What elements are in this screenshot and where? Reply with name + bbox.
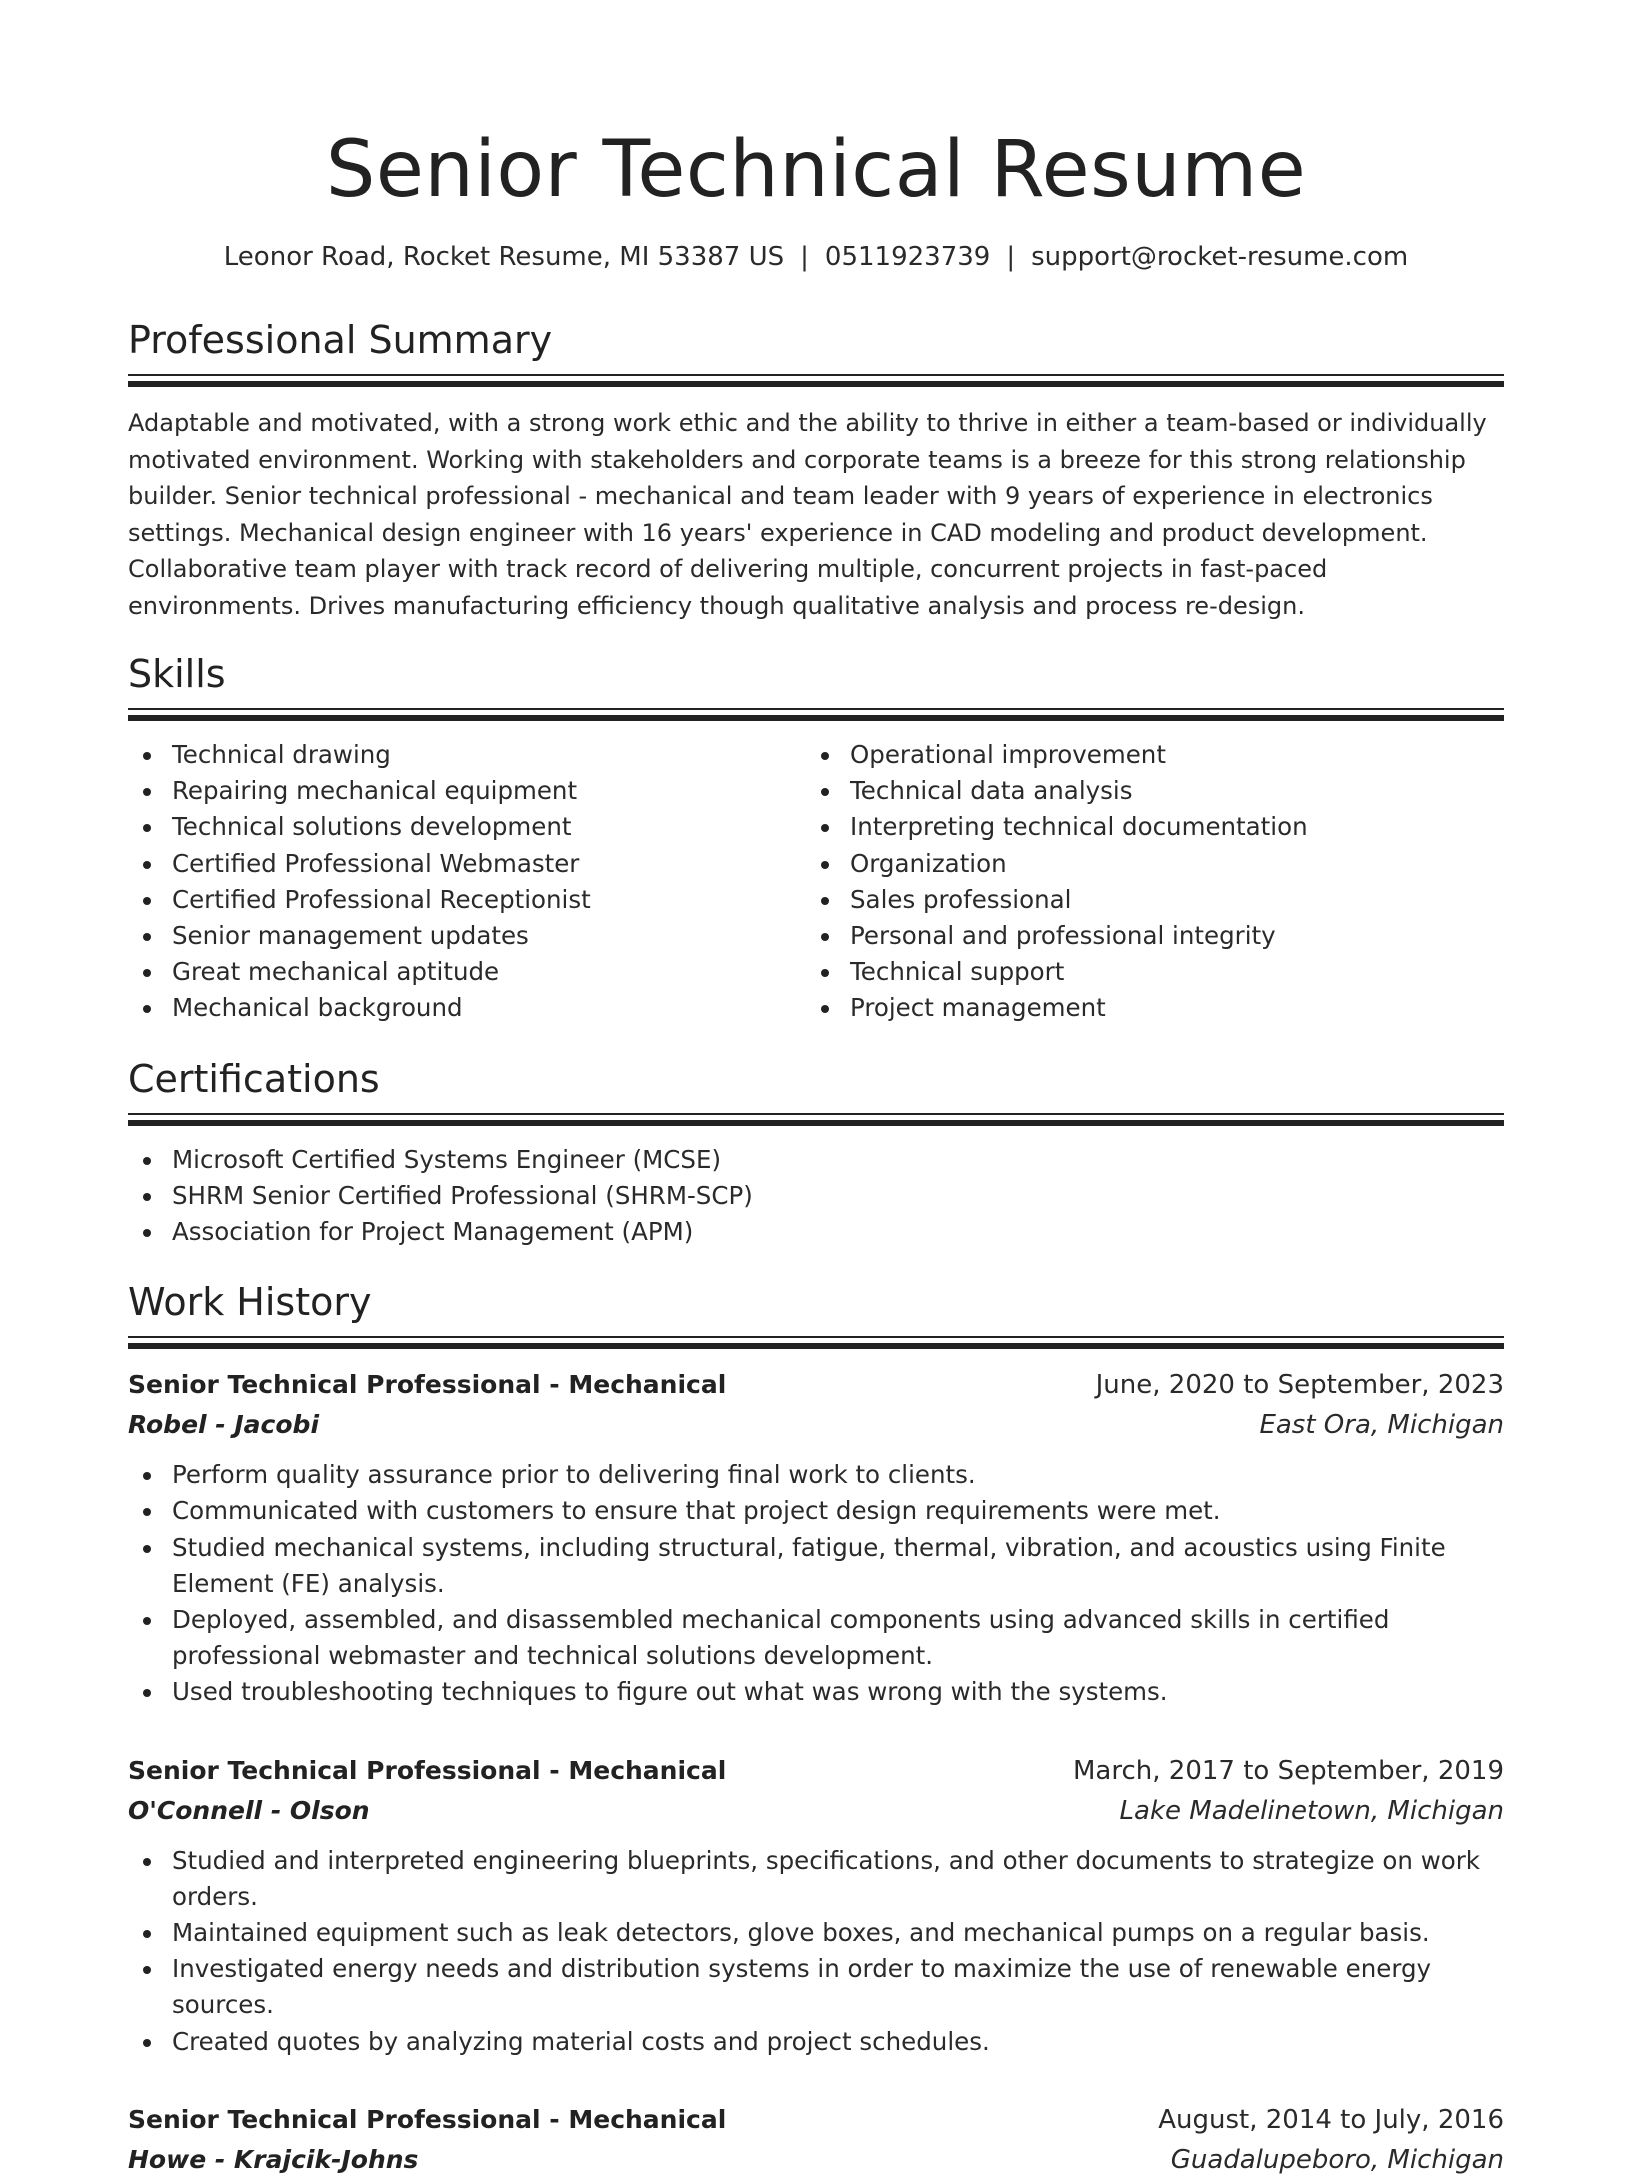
summary-heading: Professional Summary: [128, 318, 553, 362]
job-title: Senior Technical Professional - Mechanical: [128, 1370, 727, 1400]
job-bullet: Deployed, assembled, and disassembled mechanical components using advanced skills in certified professional webmaster and technical solutions development.: [128, 1602, 1504, 1674]
skills-list-left: [128, 737, 806, 1027]
skill-item: Repairing mechanical equipment: [128, 773, 806, 809]
skill-item: Technical drawing: [128, 737, 806, 773]
job-bullet: Studied mechanical systems, including structural, fatigue, thermal, vibration, and acoustics using Finite Element (FE) analysis.: [128, 1530, 1504, 1602]
job-bullet: Communicated with customers to ensure that project design requirements were met.: [128, 1493, 1504, 1529]
job-company: Robel - Jacobi: [128, 1410, 320, 1440]
skill-item: Project management: [806, 990, 1484, 1026]
contact-line: [128, 240, 1504, 274]
certifications-list: [128, 1142, 1504, 1251]
job-company: Howe - Krajcik-Johns: [128, 2144, 419, 2174]
job-bullet: Studied and interpreted engineering blueprints, specifications, and other documents to strategize on work orders.: [128, 1843, 1504, 1915]
skill-item: Organization: [806, 846, 1484, 882]
skill-item: Senior management updates: [128, 918, 806, 954]
certifications-heading: Certifications: [128, 1056, 380, 1101]
job-location: Guadalupeboro, Michigan: [1170, 2144, 1504, 2175]
summary-text: Adaptable and motivated, with a strong work ethic and the ability to thrive in either a team-based or individually motivated environment. Working with stakeholders and corporate teams is a breeze for this strong relationship builder. Senior technical professional - mechanical and team leader with 9 years of experience in electronics settings. Mechanical design engineer with 16 years' experience in CAD modeling and product development. Collaborative team player with track record of delivering multiple, concurrent projects in fast-paced environments. Drives manufacturing efficiency though qualitative analysis and process re-design.: [128, 409, 1487, 620]
summary-section: [128, 316, 1504, 624]
skills-grid: [128, 737, 1504, 1027]
contact-separator: |: [800, 242, 809, 272]
contact-phone: 0511923739: [824, 242, 991, 272]
job-bullet: Maintained equipment such as leak detectors, glove boxes, and mechanical pumps on a regular basis.: [128, 1915, 1504, 1951]
contact-email: support@rocket-resume.com: [1031, 242, 1409, 272]
skill-item: Great mechanical aptitude: [128, 954, 806, 990]
job-bullet: Used troubleshooting techniques to figure out what was wrong with the systems.: [128, 1674, 1504, 1710]
skill-item: Certified Professional Receptionist: [128, 882, 806, 918]
certification-item: Microsoft Certified Systems Engineer (MCSE): [128, 1142, 1504, 1178]
job-entry: [128, 1365, 1504, 1710]
skills-list-right: [806, 737, 1484, 1027]
certification-item: SHRM Senior Certified Professional (SHRM-SCP): [128, 1178, 1504, 1214]
job-location: Lake Madelinetown, Michigan: [1119, 1795, 1504, 1826]
job-entry: [128, 1751, 1504, 2060]
section-divider: [128, 374, 1504, 387]
skill-item: Sales professional: [806, 882, 1484, 918]
job-bullet: Created quotes by analyzing material costs and project schedules.: [128, 2024, 1504, 2060]
job-dates: March, 2017 to September, 2019: [1073, 1755, 1504, 1786]
job-bullet: Perform quality assurance prior to delivering final work to clients.: [128, 1457, 1504, 1493]
skill-item: Mechanical background: [128, 990, 806, 1026]
skills-heading: Skills: [128, 652, 226, 696]
skill-item: Certified Professional Webmaster: [128, 846, 806, 882]
skill-item: Personal and professional integrity: [806, 918, 1484, 954]
job-entry: [128, 2100, 1504, 2180]
section-divider: [128, 1113, 1504, 1126]
contact-address: Leonor Road, Rocket Resume, MI 53387 US: [223, 242, 785, 272]
work-history-section: [128, 1278, 1504, 2180]
resume-title: Senior Technical Resume: [325, 125, 1307, 215]
job-dates: June, 2020 to September, 2023: [1095, 1370, 1504, 1401]
certifications-section: [128, 1055, 1504, 1251]
work-history-heading: Work History: [128, 1280, 372, 1325]
job-location: East Ora, Michigan: [1259, 1410, 1504, 1441]
section-divider: [128, 708, 1504, 721]
job-title: Senior Technical Professional - Mechanical: [128, 2104, 727, 2134]
skill-item: Operational improvement: [806, 737, 1484, 773]
skill-item: Interpreting technical documentation: [806, 809, 1484, 845]
contact-separator: |: [1006, 242, 1016, 272]
certification-item: Association for Project Management (APM): [128, 1214, 1504, 1250]
skill-item: Technical support: [806, 954, 1484, 990]
skill-item: Technical data analysis: [806, 773, 1484, 809]
job-title: Senior Technical Professional - Mechanical: [128, 1755, 727, 1785]
job-company: O'Connell - Olson: [128, 1795, 370, 1825]
skill-item: Technical solutions development: [128, 809, 806, 845]
section-divider: [128, 1336, 1504, 1349]
job-bullet: Investigated energy needs and distribution systems in order to maximize the use of renewable energy sources.: [128, 1951, 1504, 2023]
job-bullets: [128, 1457, 1504, 1710]
job-dates: August, 2014 to July, 2016: [1158, 2104, 1504, 2135]
skills-section: [128, 650, 1504, 1027]
job-bullets: [128, 1843, 1504, 2060]
